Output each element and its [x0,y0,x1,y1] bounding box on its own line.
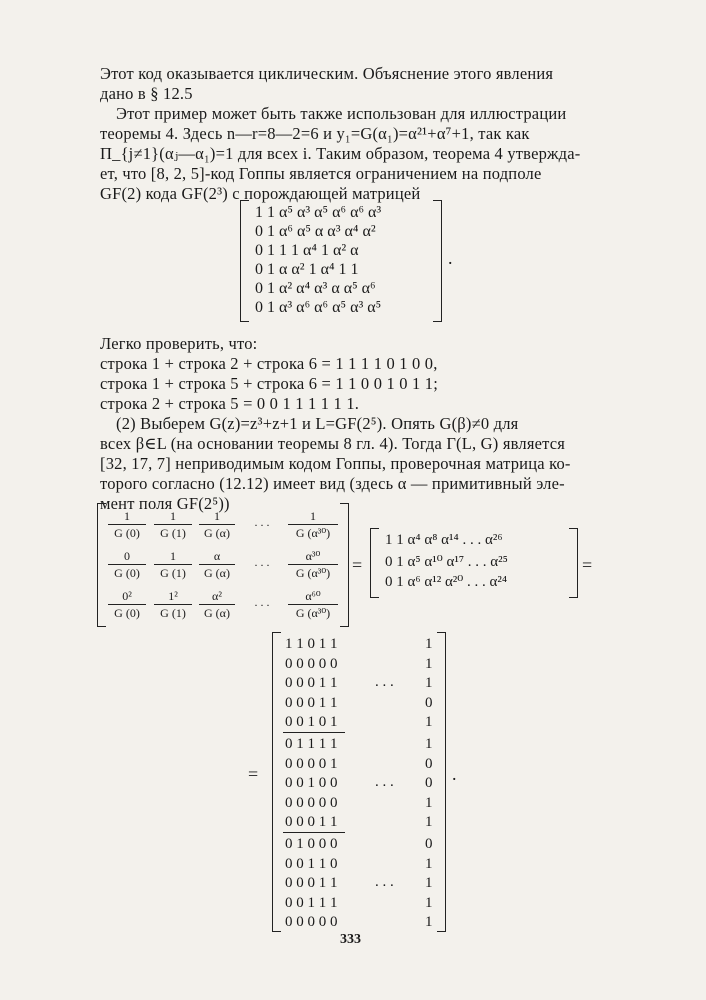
paragraph-line-3: Этот пример может быть также использован для иллюстрации [116,104,567,123]
equals-sign: = [352,555,363,575]
binary-row-left: 0 0 0 0 0 [285,914,338,931]
fraction: $\frac{\text{α³⁰}}{\text{G (α³⁰)}}$ [288,549,338,580]
matrix-row: 0 1 α³ α⁶ α⁶ α⁵ α³ α⁵ [255,299,382,316]
matrix-row: 0 1 α⁶ α⁵ α α³ α⁴ α² [255,223,376,240]
text-line: [32, 17, 7] неприводимым кодом Гоппы, проверочная матрица ко- [100,454,571,473]
binary-row-left: 0 0 1 0 0 [285,775,338,792]
ellipsis: . . . [375,774,394,790]
group-separator [283,832,345,833]
matrix-row: 0 1 1 1 α⁴ 1 α² α [255,242,359,259]
matrix-row: 0 1 α⁶ α¹² α²⁰ . . . α²⁴ [385,574,508,590]
fraction-matrix [97,503,349,627]
binary-row-left: 0 0 1 0 1 [285,714,338,731]
binary-row-right: 1 [425,675,433,692]
ellipsis: . . . [254,515,270,529]
matrix-row: 1 1 α⁵ α³ α⁵ α⁶ α⁶ α³ [255,204,382,221]
group-separator [283,732,345,733]
text-line: торого согласно (12.12) имеет вид (здесь α — примитивный эле- [100,474,565,493]
fraction: $\frac{\text{α⁶⁰}}{\text{G (α³⁰)}}$ [288,589,338,620]
binary-row-right: 1 [425,655,433,672]
binary-row-right: 1 [425,894,433,911]
fraction: $\frac{1}{G (1)}$ [154,549,192,580]
fraction: $\frac{0}{G (0)}$ [108,549,146,580]
binary-row-left: 0 0 1 1 1 [285,894,338,911]
text-line: Легко проверить, что: [100,334,258,353]
binary-row-left: 0 0 0 0 1 [285,755,338,772]
binary-row-right: 1 [425,814,433,831]
paragraph-line-5: Π_{j≠1}(αⱼ—α₁)=1 для всех i. Таким образом, теорема 4 утвержда- [100,144,581,163]
text-line: строка 2 + строка 5 = 0 0 1 1 1 1 1 1. [100,394,360,413]
binary-row-left: 0 0 0 0 0 [285,794,338,811]
binary-row-left: 0 0 0 1 1 [285,814,338,831]
matrix-period: . [452,764,457,784]
binary-matrix [272,632,446,932]
fraction: $\frac{\alpha}{G (\alpha)}$ [199,549,235,580]
fraction: $\frac{1}{G (\alpha)}$ [199,509,235,540]
matrix-row: 0 1 α⁵ α¹⁰ α¹⁷ . . . α²⁵ [385,554,508,570]
paragraph-line-4: теоремы 4. Здесь n—r=8—2=6 и y₁=G(α₁)=α²¹+α⁷+1, так как [100,124,530,143]
fraction: $\frac{1}{G (1)}$ [154,509,192,540]
matrix-row: 0 1 α² α⁴ α³ α α⁵ α⁶ [255,280,376,297]
text-line: строка 1 + строка 2 + строка 6 = 1 1 1 1 0 1 0 0, [100,354,438,373]
binary-row-left: 0 0 0 1 1 [285,675,338,692]
ellipsis: . . . [254,595,270,609]
fraction: $\frac{\text{0²}}{G (0)}$ [108,589,146,620]
binary-row-left: 1 1 0 1 1 [285,636,338,652]
equals-sign: = [248,764,259,784]
paragraph-line-1: Этот код оказывается циклическим. Объяснение этого явления [100,64,554,83]
text-line: (2) Выберем G(z)=z³+z+1 и L=GF(2⁵). Опять G(β)≠0 для [116,414,519,433]
fraction: $\frac{\text{1²}}{G (1)}$ [154,589,192,620]
binary-row-right: 0 [425,836,433,852]
binary-row-left: 0 1 1 1 1 [285,736,338,752]
alpha-matrix [370,528,578,598]
ellipsis: . . . [375,674,394,690]
fraction: $\frac{1}{G (0)}$ [108,509,146,540]
binary-row-left: 0 1 0 0 0 [285,836,338,852]
fraction: $\frac{1}{\text{G (α³⁰)}}$ [288,509,338,540]
binary-row-right: 1 [425,736,433,752]
ellipsis: . . . [375,874,394,890]
binary-row-right: 1 [425,875,433,892]
paragraph-line-6: ет, что [8, 2, 5]-код Гоппы является ограничением на подполе [100,164,542,183]
fraction: $\frac{\text{α²}}{G (\alpha)}$ [199,589,235,620]
matrix1-period: . [448,248,453,268]
page-number: 333 [340,932,361,947]
binary-row-right: 1 [425,636,433,652]
matrix-row: 1 1 α⁴ α⁸ α¹⁴ . . . α²⁶ [385,532,503,548]
text-line: строка 1 + строка 5 + строка 6 = 1 1 0 0 1 0 1 1; [100,374,439,393]
equals-sign: = [582,555,593,575]
binary-row-right: 0 [425,755,433,772]
binary-row-right: 0 [425,694,433,711]
binary-row-right: 0 [425,775,433,792]
binary-row-right: 1 [425,855,433,872]
binary-row-right: 1 [425,914,433,931]
binary-row-left: 0 0 0 1 1 [285,694,338,711]
binary-row-right: 1 [425,714,433,731]
paragraph-line-7: GF(2) кода GF(2³) с порождающей матрицей [100,184,421,203]
paragraph-line-2: дано в § 12.5 [100,84,193,103]
binary-row-right: 1 [425,794,433,811]
text-line: всех β∈L (на основании теоремы 8 гл. 4). Тогда Γ(L, G) является [100,434,566,453]
binary-row-left: 0 0 0 0 0 [285,655,338,672]
binary-row-left: 0 0 1 1 0 [285,855,338,872]
matrix-row: 0 1 α α² 1 α⁴ 1 1 [255,261,359,278]
text-line: мент поля GF(2⁵)) [100,494,230,513]
generator-matrix [240,200,442,322]
ellipsis: . . . [254,555,270,569]
binary-row-left: 0 0 0 1 1 [285,875,338,892]
